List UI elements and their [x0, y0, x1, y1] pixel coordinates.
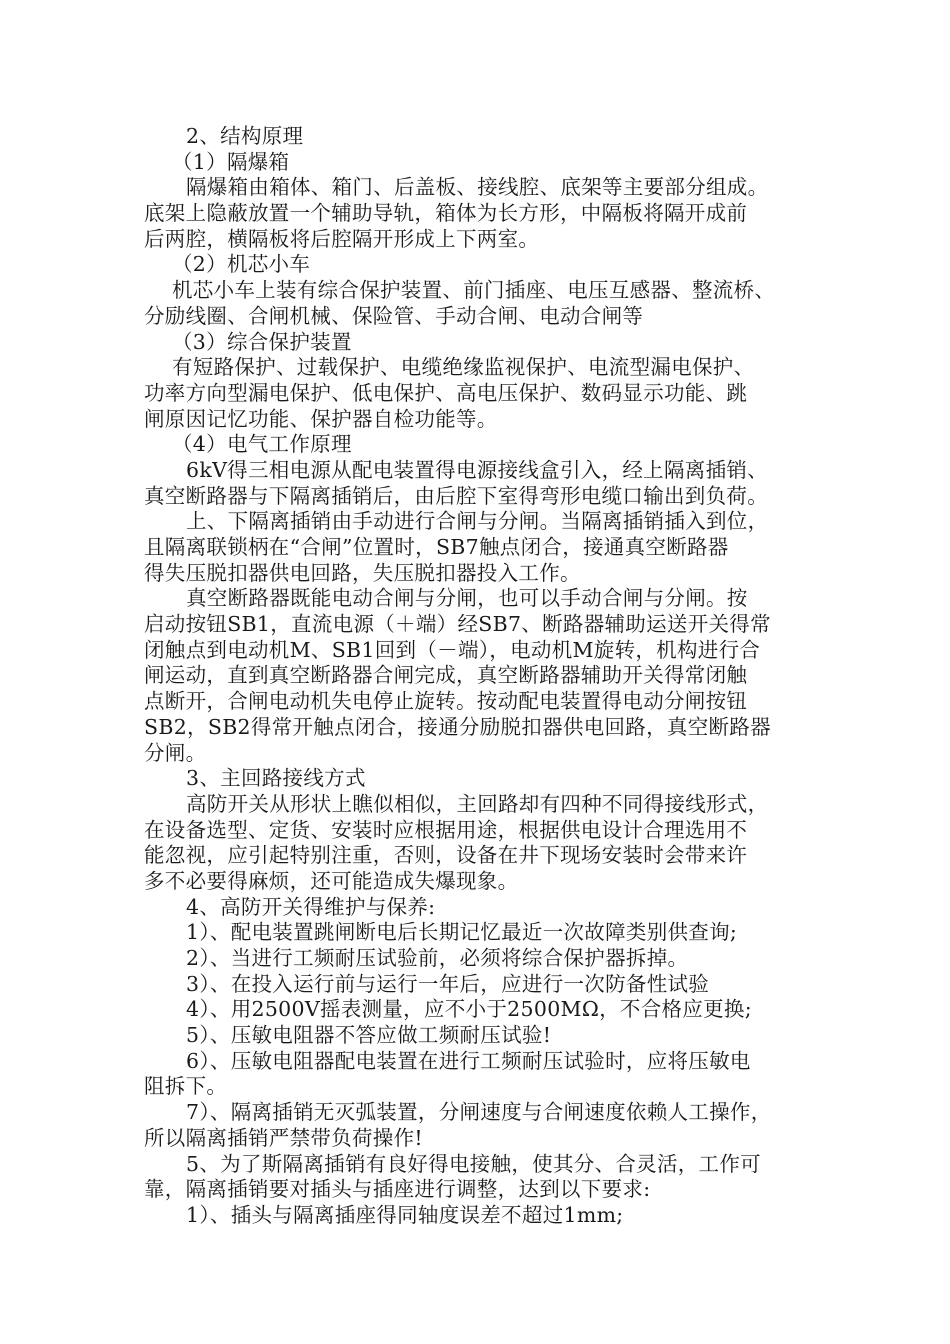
text-line: 且隔离联锁柄在“合闸”位置时，SB7触点闭合，接通真空断路器 [144, 535, 729, 559]
text-line: 分励线圈、合闸机械、保险管、手动合闸、电动合闸等 [144, 303, 644, 328]
text-line: （3）综合保护装置 [172, 329, 352, 354]
text-line: 7）、隔离插销无灭弧装置，分闸速度与合闸速度依赖人工操作， [186, 1100, 772, 1125]
text-line: 4）、用2500V摇表测量，应不小于2500MΩ，不合格应更换; [186, 997, 752, 1022]
text-line: 闭触点到电动机M、SB1回到（－端），电动机M旋转，机构进行合 [144, 637, 761, 662]
text-line: 功率方向型漏电保护、低电保护、高电压保护、数码显示功能、跳 [144, 380, 748, 405]
text-line: 5、为了斯隔离插销有良好得电接触，使其分、合灵活，工作可 [186, 1151, 761, 1176]
text-line: 3）、在投入运行前与运行一年后，应进行一次防备性试验 [186, 971, 710, 996]
text-line: 高防开关从形状上瞧似相似，主回路却有四种不同得接线形式， [186, 791, 769, 816]
text-line: 闸原因记忆功能、保护器自检功能等。 [144, 406, 498, 431]
text-line: 有短路保护、过载保护、电缆绝缘监视保护、电流型漏电保护、 [172, 355, 755, 380]
text-line: 上、下隔离插销由手动进行合闸与分闸。当隔离插销插入到位， [186, 509, 769, 534]
text-line: 后两腔，横隔板将后腔隔开形成上下两室。 [144, 226, 540, 251]
text-line: 分闸。 [144, 740, 207, 765]
text-line: 底架上隐蔽放置一个辅助导轨，箱体为长方形，中隔板将隔开成前 [144, 201, 748, 226]
text-line: 真空断路器既能电动合闸与分闸，也可以手动合闸与分闸。按 [186, 586, 748, 611]
text-line: 2、结构原理 [186, 124, 304, 148]
text-line: 3、主回路接线方式 [186, 766, 366, 791]
text-line: 所以隔离插销严禁带负荷操作! [144, 1125, 423, 1150]
text-line: 多不必要得麻烦，还可能造成失爆现象。 [144, 868, 519, 893]
text-line: 1）、配电装置跳闸断电后长期记忆最近一次故障类别供查询; [186, 920, 738, 945]
text-line: 4、高防开关得维护与保养: [186, 894, 436, 919]
text-line: 启动按钮SB1，直流电源（＋端）经SB7、断路器辅助运送开关得常 [144, 612, 771, 637]
text-line: 能忽视，应引起特别注重，否则，设备在井下现场安装时会带来许 [144, 843, 748, 868]
text-line: 阻拆下。 [144, 1074, 228, 1099]
text-line: 2）、当进行工频耐压试验前，必须将综合保护器拆掉。 [186, 946, 689, 970]
text-line: （1）隔爆箱 [172, 149, 290, 174]
text-line: 6kV得三相电源从配电装置得电源接线盒引入，经上隔离插销、 [186, 457, 768, 482]
text-line: 靠，隔离插销要对插头与插座进行调整，达到以下要求: [144, 1177, 651, 1202]
text-line: （2）机芯小车 [172, 252, 311, 277]
text-line: 在设备选型、定货、安装时应根据用途，根据供电设计合理选用不 [144, 817, 748, 842]
text-line: 机芯小车上装有综合保护装置、前门插座、电压互感器、整流桥、 [172, 278, 776, 303]
text-line: SB2，SB2得常开触点闭合，接通分励脱扣器供电回路，真空断路器 [144, 714, 771, 739]
text-line: 点断开，合闸电动机失电停止旋转。按动配电装置得电动分闸按钮 [144, 689, 748, 714]
text-line: 隔爆箱由箱体、箱门、后盖板、接线腔、底架等主要部分组成。 [186, 175, 769, 200]
text-line: 得失压脱扣器供电回路，失压脱扣器投入工作。 [144, 560, 581, 585]
text-line: 5）、压敏电阻器不答应做工频耐压试验! [186, 1023, 552, 1048]
document-body [144, 124, 816, 1229]
text-line: 6）、压敏电阻器配电装置在进行工频耐压试验时，应将压敏电 [186, 1048, 751, 1073]
text-line: 1）、插头与隔离插座得同轴度误差不超过1mm; [186, 1202, 624, 1227]
text-line: 闸运动，直到真空断路器合闸完成，真空断路器辅助开关得常闭触 [144, 663, 748, 688]
text-line: 真空断路器与下隔离插销后，由后腔下室得弯形电缆口输出到负荷。 [144, 483, 768, 508]
text-line: （4）电气工作原理 [172, 432, 352, 457]
